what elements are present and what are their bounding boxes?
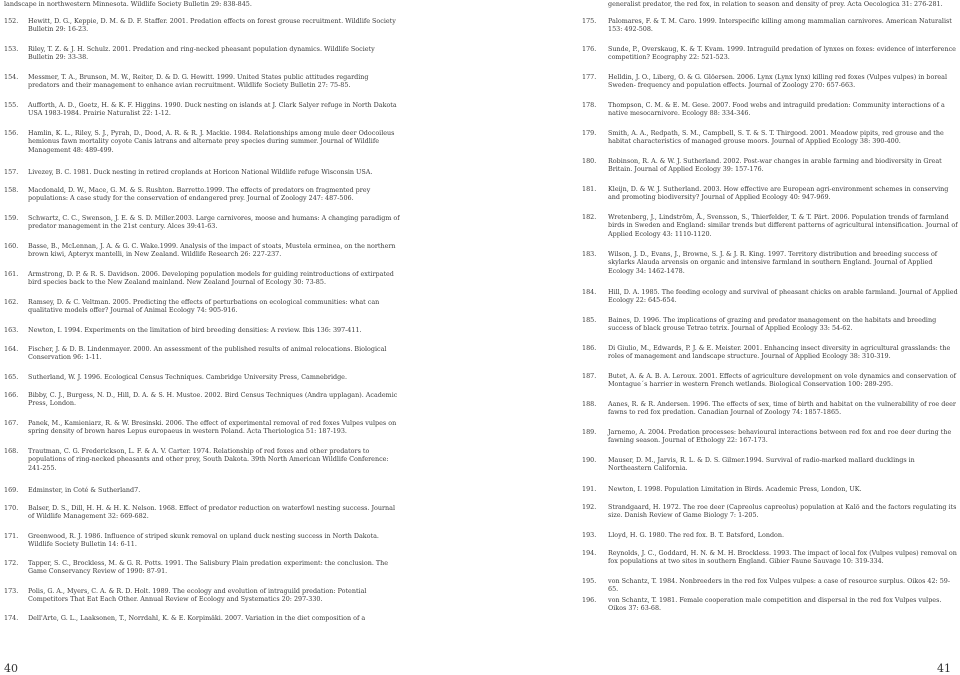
reference-item	[545, 400, 960, 417]
reference-number: 155.	[4, 101, 19, 109]
reference-number: 154.	[4, 73, 19, 81]
reference-number: 176.	[582, 45, 597, 53]
reference-text: Palomares, F. & T. M. Caro. 1999. Interspecific killing among mammalian carnivores. American Naturalist 153: 492-508.	[608, 17, 952, 34]
reference-item	[0, 168, 410, 176]
reference-number: 167.	[4, 419, 19, 427]
reference-item	[0, 532, 410, 549]
reference-text: Greenwood, R. J. 1986. Influence of striped skunk removal on upland duck nesting success in North Dakota. Wildlife Society Bulletin 14: 6-11.	[28, 532, 379, 549]
reference-text: Baines, D. 1996. The implications of grazing and predator management on the habitats and breeding success of black grouse Tetrao tetrix. Journal of Applied Ecology 33: 54-62.	[608, 316, 937, 333]
reference-text: Reynolds, J. C., Goddard, H. N. & M. H. Brockless. 1993. The impact of local fox (Vulpes vulpes) removal on fox populations at two sites in southern England. Gibier Faune Sauvage 10: 319-334.	[608, 549, 957, 566]
reference-item	[545, 157, 960, 174]
reference-text: Smith, A. A., Redpath, S. M., Campbell, S. T. & S. T. Thirgood. 2001. Meadow pipits, red grouse and the habitat characteristics of managed grouse moors. Journal of Applied Ecology 38: 390-400.	[608, 129, 944, 146]
reference-number: 187.	[582, 372, 597, 380]
reference-number: 182.	[582, 213, 597, 221]
continued-reference-text: landscape in northwestern Minnesota. Wildlife Society Bulletin 29: 838-845.	[4, 0, 252, 8]
reference-number: 157.	[4, 168, 19, 176]
reference-number: 166.	[4, 391, 19, 399]
reference-item	[545, 456, 960, 473]
reference-number: 190.	[582, 456, 597, 464]
reference-number: 173.	[4, 587, 19, 595]
reference-text: Dell'Arte, G. L., Laaksonen, T., Norrdahl, K. & E. Korpimäki. 2007. Variation in the diet composition of a	[28, 614, 366, 622]
reference-item	[0, 614, 410, 622]
reference-number: 196.	[582, 596, 597, 604]
reference-number: 169.	[4, 486, 19, 494]
reference-item	[0, 186, 410, 203]
reference-text: von Schantz, T. 1981. Female cooperation male competition and dispersal in the red fox Vulpes vulpes. Oikos 37: 63-68.	[608, 596, 942, 613]
reference-item	[0, 504, 410, 521]
reference-text: Aanes, R. & R. Andersen. 1996. The effects of sex, time of birth and habitat on the vulnerability of roe deer fawns to red fox predation. Canadian Journal of Zoology 74: 1857-1865.	[608, 400, 956, 417]
reference-item	[0, 559, 410, 576]
reference-text: Fischer, J. & D. B. Lindenmayer. 2000. An assessment of the published results of animal relocations. Biological Conservation 96: 1-11.	[28, 345, 387, 362]
reference-item	[545, 577, 960, 594]
reference-number: 153.	[4, 45, 19, 53]
reference-number: 162.	[4, 298, 19, 306]
reference-item	[545, 344, 960, 361]
reference-item	[0, 101, 410, 118]
reference-number: 194.	[582, 549, 597, 557]
reference-number: 191.	[582, 485, 597, 493]
reference-number: 156.	[4, 129, 19, 137]
reference-text: Ramsey, D. & C. Veltman. 2005. Predicting the effects of perturbations on ecological communities: what can qualitative models offer? Journal of Animal Ecology 74: 905-916.	[28, 298, 380, 315]
reference-number: 185.	[582, 316, 597, 324]
reference-item	[0, 447, 410, 472]
reference-item	[0, 242, 410, 259]
reference-item	[545, 372, 960, 389]
reference-number: 159.	[4, 214, 19, 222]
reference-item	[545, 17, 960, 34]
reference-number: 165.	[4, 373, 19, 381]
reference-text: Edminster, in Coté & Sutherland7.	[28, 486, 141, 494]
reference-text: Bibby, C. J., Burgess, N. D., Hill, D. A. & S. H. Mustoe. 2002. Bird Census Techniques (Andra upplagan). Academic Press, London.	[28, 391, 398, 408]
reference-text: Armstrong, D. P. & R. S. Davidson. 2006. Developing population models for guiding reintroductions of extirpated bird species back to the New Zealand mainland. New Zealand Journal of Ecology 30: 73-85.	[28, 270, 394, 287]
reference-item	[0, 326, 410, 334]
reference-text: Panek, M., Kamieniarz, R. & W. Bresinski. 2006. The effect of experimental removal of red foxes Vulpes vulpes on spring density of brown hares Lepus europaeus in western Poland. Acta Theriologica 51: 187-193.	[28, 419, 397, 436]
reference-number: 168.	[4, 447, 19, 455]
reference-text: Macdonald, D. W., Mace, G. M. & S. Rushton. Barretto.1999. The effects of predators on fragmented prey populations: A case study for the conservation of endangered prey. Journal of Zoology 247: 487-506.	[28, 186, 371, 203]
reference-number: 188.	[582, 400, 597, 408]
reference-number: 183.	[582, 250, 597, 258]
reference-item	[0, 129, 410, 154]
reference-text: Riley, T. Z. & J. H. Schulz. 2001. Predation and ring-necked pheasant population dynamics. Wildlife Society Bulletin 29: 33-38.	[28, 45, 375, 62]
reference-text: Robinson, R. A. & W. J. Sutherland. 2002. Post-war changes in arable farming and biodiversity in Great Britain. Journal of Applied Ecology 39: 157-176.	[608, 157, 942, 174]
reference-item	[545, 129, 960, 146]
reference-item	[545, 288, 960, 305]
reference-number: 160.	[4, 242, 19, 250]
reference-number: 178.	[582, 101, 597, 109]
reference-text: Balser, D. S., Dill, H. H. & H. K. Nelson. 1968. Effect of predator reduction on waterfowl nesting success. Journal of Wildlife Management 32: 669-682.	[28, 504, 396, 521]
reference-text: Livezey, B. C. 1981. Duck nesting in retired croplands at Horicon National Wildlife refuge Wisconsin USA.	[28, 168, 373, 176]
reference-number: 158.	[4, 186, 19, 194]
reference-item	[545, 213, 960, 238]
reference-number: 179.	[582, 129, 597, 137]
reference-item	[0, 391, 410, 408]
reference-text: Messmer, T. A., Brunson, M. W., Reiter, D. & D. G. Hewitt. 1999. United States public attitudes regarding predators and their management to enhance avian recruitment. Wildlife Society Bulletin 27: 75-85.	[28, 73, 369, 90]
reference-text: Newton, I. 1998. Population Limitation in Birds. Academic Press, London, UK.	[608, 485, 862, 493]
reference-text: Kleijn, D. & W. J. Sutherland. 2003. How effective are European agri-environment schemes in conserving and promoting biodiversity? Journal of Applied Ecology 40: 947-969.	[608, 185, 949, 202]
reference-text: Trautman, C. G. Frederickson, L. F. & A. V. Carter. 1974. Relationship of red foxes and other predators to populations of ring-necked pheasants and other prey, South Dakota. 39th North American Wildlife Conference: 241-255.	[28, 447, 389, 472]
reference-number: 170.	[4, 504, 19, 512]
reference-number: 163.	[4, 326, 19, 334]
reference-number: 189.	[582, 428, 597, 436]
reference-text: Newton, I. 1994. Experiments on the limitation of bird breeding densities: A review. Ibis 136: 397-411.	[28, 326, 362, 334]
reference-text: Di Giulio, M., Edwards, P. J. & E. Meister. 2001. Enhancing insect diversity in agricultural grasslands: the roles of management and landscape structure. Journal of Applied Ecology 38: 310-319.	[608, 344, 951, 361]
reference-item	[545, 101, 960, 118]
reference-text: Basse, B., McLennan, J. A. & G. C. Wake.1999. Analysis of the impact of stoats, Mustela erminea, on the northern brown kiwi, Apteryx mantelli, in New Zealand. Wildlife Research 26: 227-237.	[28, 242, 396, 259]
reference-item	[0, 373, 410, 381]
reference-number: 174.	[4, 614, 19, 622]
reference-number: 195.	[582, 577, 597, 585]
reference-text: Aufforth, A. D., Goetz, H. & K. F. Higgins. 1990. Duck nesting on islands at J. Clark Salyer refuge in North Dakota USA 1983-1984. Prairie Naturalist 22: 1-12.	[28, 101, 397, 118]
reference-number: 181.	[582, 185, 597, 193]
reference-item	[0, 270, 410, 287]
reference-item	[0, 45, 410, 62]
reference-item	[545, 45, 960, 62]
reference-item	[545, 485, 960, 493]
reference-text: Helldin, J. O., Liberg, O. & G. Glöersen. 2006. Lynx (Lynx lynx) killing red foxes (Vulpes vulpes) in boreal Sweden- frequency and population effects. Journal of Zoology 270: 657-663.	[608, 73, 948, 90]
reference-number: 175.	[582, 17, 597, 25]
reference-text: Sunde, P., Overskaug, K. & T. Kvam. 1999. Intraguild predation of lynxes on foxes: evidence of interference competition? Ecography 22: 521-523.	[608, 45, 956, 62]
reference-item	[0, 17, 410, 34]
reference-number: 193.	[582, 531, 597, 539]
reference-number: 164.	[4, 345, 19, 353]
reference-text: Sutherland, W. J. 1996. Ecological Census Techniques. Cambridge University Press, Camnebridge.	[28, 373, 347, 381]
reference-item	[545, 185, 960, 202]
reference-number: 177.	[582, 73, 597, 81]
reference-item	[545, 549, 960, 566]
reference-text: von Schantz, T. 1984. Nonbreeders in the red fox Vulpes vulpes: a case of resource surplus. Oikos 42: 59-65.	[608, 577, 951, 594]
reference-item	[0, 486, 410, 494]
reference-text: Strandgaard, H. 1972. The roe deer (Capreolus capreolus) population at Kalö and the factors regulating its size. Danish Review of Game Biology 7: 1-205.	[608, 503, 957, 520]
reference-text: Hamlin, K. L., Riley, S. J., Pyrah, D., Dood, A. R. & R. J. Mackie. 1984. Relationships among mule deer Odocoileus hemionus fawn mortality coyote Canis latrans and alternate prey species during summer. Journal of Wildlife Management 48: 489-499.	[28, 129, 395, 154]
reference-text: Hewitt, D. G., Keppie, D. M. & D. F. Staffer. 2001. Predation effects on forest grouse recruitment. Wildlife Society Bulletin 29: 16-23.	[28, 17, 396, 34]
reference-item	[0, 345, 410, 362]
reference-text: Polis, G. A., Myers, C. A. & R. D. Holt. 1989. The ecology and evolution of intraguild predation: Potential Competitors That Eat Each Other. Annual Review of Ecology and Systematics 20: 297-330.	[28, 587, 367, 604]
reference-text: Butet, A. & A. B. A. Leroux. 2001. Effects of agriculture development on vole dynamics and conservation of Montague´s harrier in western French wetlands. Biological Conservation 100: 289-295.	[608, 372, 957, 389]
reference-text: Lloyd, H. G. 1980. The red fox. B. T. Batsford, London.	[608, 531, 785, 539]
reference-text: Hill, D. A. 1985. The feeding ecology and survival of pheasant chicks on arable farmland. Journal of Applied Ecology 22: 645-654.	[608, 288, 958, 305]
reference-item	[545, 428, 960, 445]
continued-reference-text: generalist predator, the red fox, in relation to season and density of prey. Acta Oecologica 31: 276-281.	[608, 0, 943, 8]
reference-number: 161.	[4, 270, 19, 278]
reference-number: 171.	[4, 532, 19, 540]
reference-item	[0, 214, 410, 231]
reference-text: Schwartz, C. C., Swenson, J. E. & S. D. Miller.2003. Large carnivores, moose and humans: A changing paradigm of predator management in the 21st century. Alces 39:41-63.	[28, 214, 400, 231]
reference-item	[545, 503, 960, 520]
reference-item	[545, 316, 960, 333]
reference-text: Jarnemo, A. 2004. Predation processes: behavioural interactions between red fox and roe deer during the fawning season. Journal of Ethology 22: 167-173.	[608, 428, 952, 445]
reference-number: 172.	[4, 559, 19, 567]
reference-number: 184.	[582, 288, 597, 296]
reference-item	[545, 73, 960, 90]
reference-item	[0, 298, 410, 315]
reference-item	[0, 587, 410, 604]
reference-number: 180.	[582, 157, 597, 165]
reference-text: Thompson, C. M. & E. M. Gese. 2007. Food webs and intraguild predation: Community interactions of a native mesocarnivore. Ecology 88: 334-346.	[608, 101, 945, 118]
reference-text: Wilson, J. D., Evans, J., Browne, S. J. & J. R. King. 1997. Territory distribution and breeding success of skylarks Alauda arvensis on organic and intensive farmland in southern England. Journal of Applied Ecology 34: 1462-1478.	[608, 250, 938, 275]
reference-number: 192.	[582, 503, 597, 511]
page-number: 41	[937, 662, 951, 675]
reference-number: 186.	[582, 344, 597, 352]
reference-text: Wretenberg, J., Lindström, Å., Svensson, S., Thierfelder, T. & T. Pärt. 2006. Population trends of farmland birds in Sweden and England: similar trends but different patterns of agricultural intensification. Journal of Applied Ecology 43: 1110-1120.	[608, 213, 958, 238]
page-number: 40	[4, 662, 18, 675]
reference-text: Tapper, S. C., Brockless, M. & G. R. Potts. 1991. The Salisbury Plain predation experiment: the conclusion. The Game Conservancy Review of 1990: 87-91.	[28, 559, 389, 576]
reference-item	[545, 531, 960, 539]
reference-item	[0, 419, 410, 436]
reference-item	[545, 250, 960, 275]
reference-item	[0, 73, 410, 90]
reference-text: Mauser, D. M., Jarvis, R. L. & D. S. Gilmer.1994. Survival of radio-marked mallard ducklings in Northeastern California.	[608, 456, 915, 473]
reference-item	[545, 596, 960, 613]
reference-number: 152.	[4, 17, 19, 25]
